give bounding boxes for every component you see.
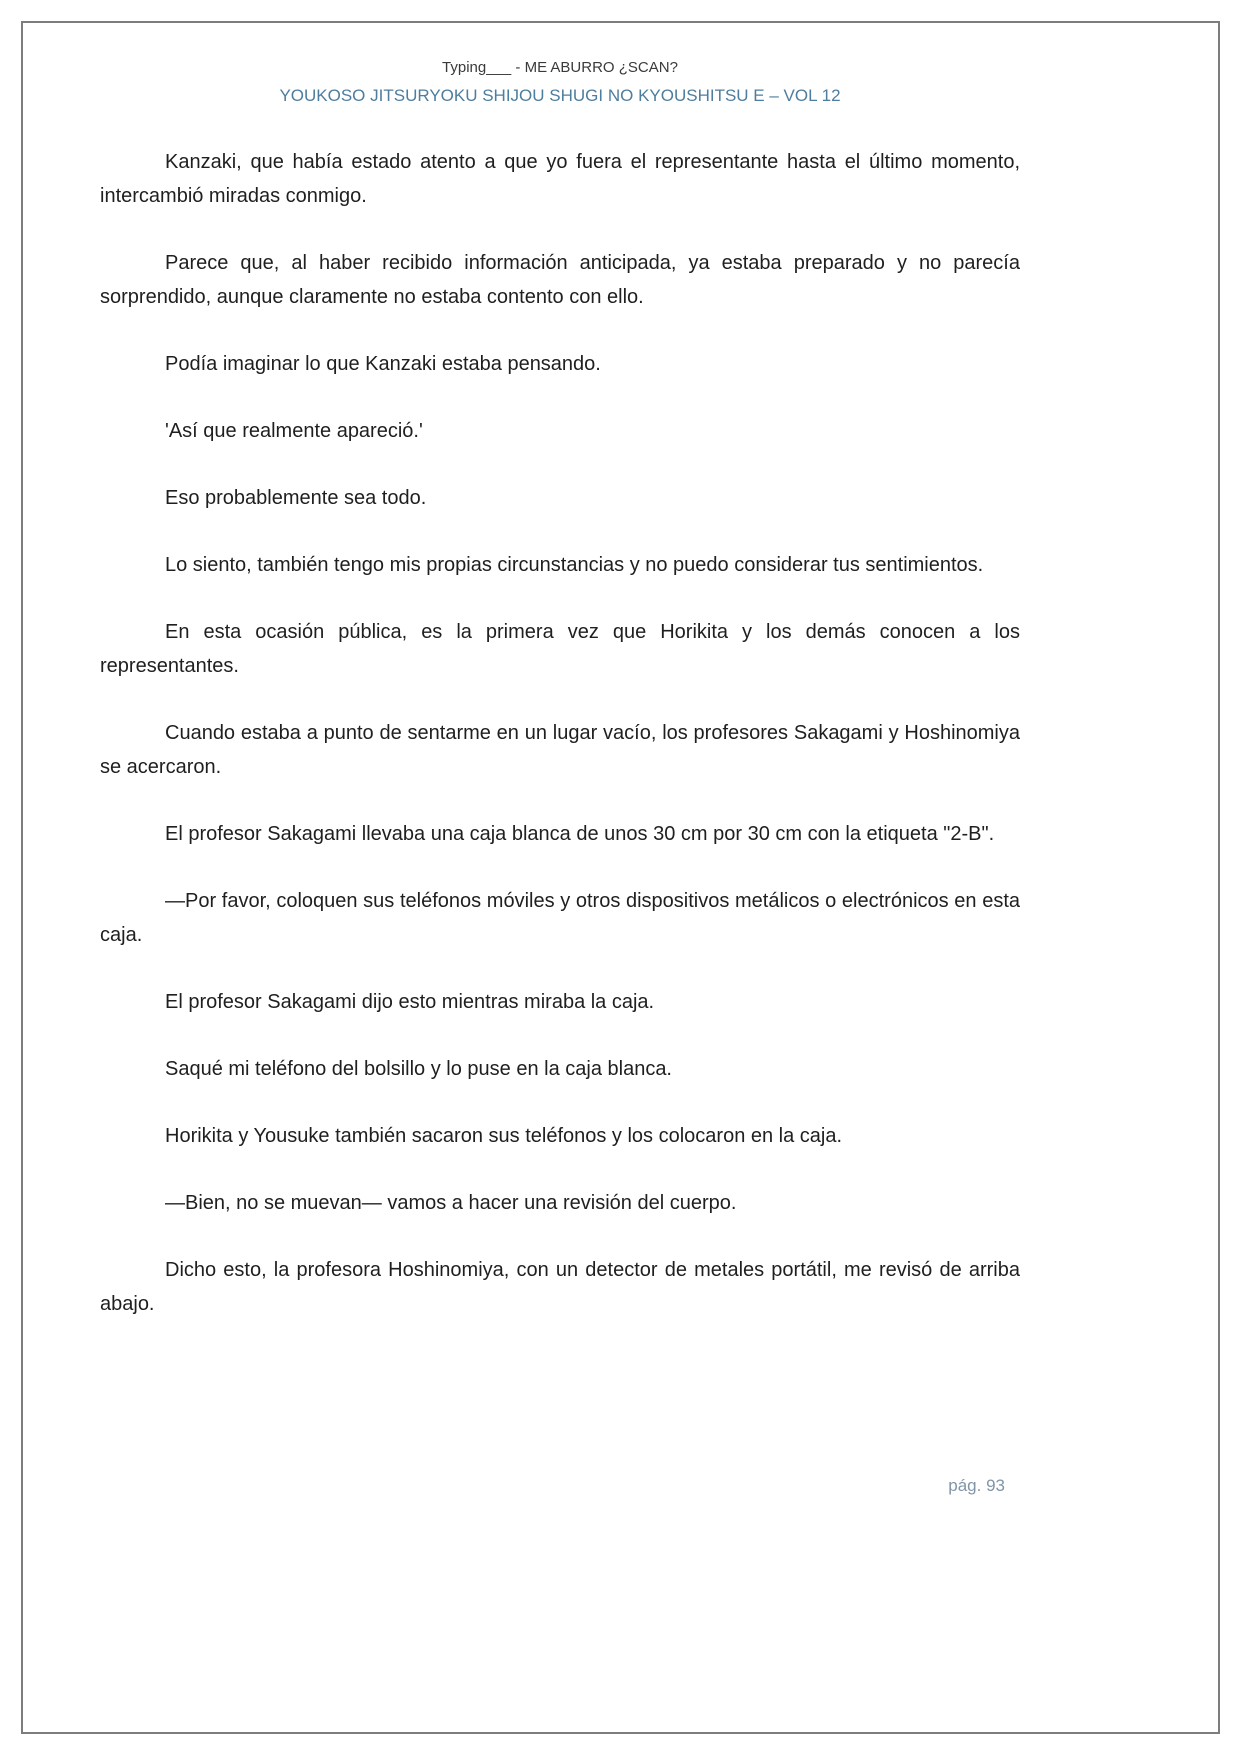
- paragraph: En esta ocasión pública, es la primera vez que Horikita y los demás conocen a los representantes.: [100, 621, 1020, 677]
- paragraph: —Bien, no se muevan— vamos a hacer una revisión del cuerpo.: [165, 1192, 737, 1214]
- document-body: [100, 145, 1020, 1321]
- paragraph: Eso probablemente sea todo.: [165, 487, 427, 509]
- page-footer: [948, 1476, 1005, 1496]
- paragraph: Kanzaki, que había estado atento a que yo fuera el representante hasta el último momento, intercambió miradas conmigo.: [100, 151, 1020, 207]
- paragraph: Saqué mi teléfono del bolsillo y lo puse en la caja blanca.: [165, 1058, 672, 1080]
- header-subtitle: YOUKOSO JITSURYOKU SHIJOU SHUGI NO KYOUSHITSU E – VOL 12: [279, 86, 841, 105]
- page-content: [100, 58, 1020, 1354]
- paragraph: El profesor Sakagami dijo esto mientras miraba la caja.: [165, 991, 655, 1013]
- paragraph: —Por favor, coloquen sus teléfonos móviles y otros dispositivos metálicos o electrónicos en esta caja.: [100, 890, 1020, 946]
- paragraph: Dicho esto, la profesora Hoshinomiya, con un detector de metales portátil, me revisó de arriba abajo.: [100, 1259, 1020, 1315]
- paragraph: 'Así que realmente apareció.': [165, 420, 423, 442]
- paragraph: Lo siento, también tengo mis propias circunstancias y no puedo considerar tus sentimientos.: [165, 554, 984, 576]
- page-header: [100, 58, 1020, 107]
- paragraph: Parece que, al haber recibido información anticipada, ya estaba preparado y no parecía sorprendido, aunque claramente no estaba contento con ello.: [100, 252, 1020, 308]
- paragraph: Cuando estaba a punto de sentarme en un lugar vacío, los profesores Sakagami y Hoshinomiya se acercaron.: [100, 722, 1020, 778]
- paragraph: Horikita y Yousuke también sacaron sus teléfonos y los colocaron en la caja.: [165, 1125, 843, 1147]
- page-number: pág. 93: [948, 1476, 1005, 1495]
- paragraph: El profesor Sakagami llevaba una caja blanca de unos 30 cm por 30 cm con la etiqueta "2-B".: [165, 823, 995, 845]
- paragraph: Podía imaginar lo que Kanzaki estaba pensando.: [165, 353, 601, 375]
- header-title: Typing___ - ME ABURRO ¿SCAN?: [442, 59, 678, 76]
